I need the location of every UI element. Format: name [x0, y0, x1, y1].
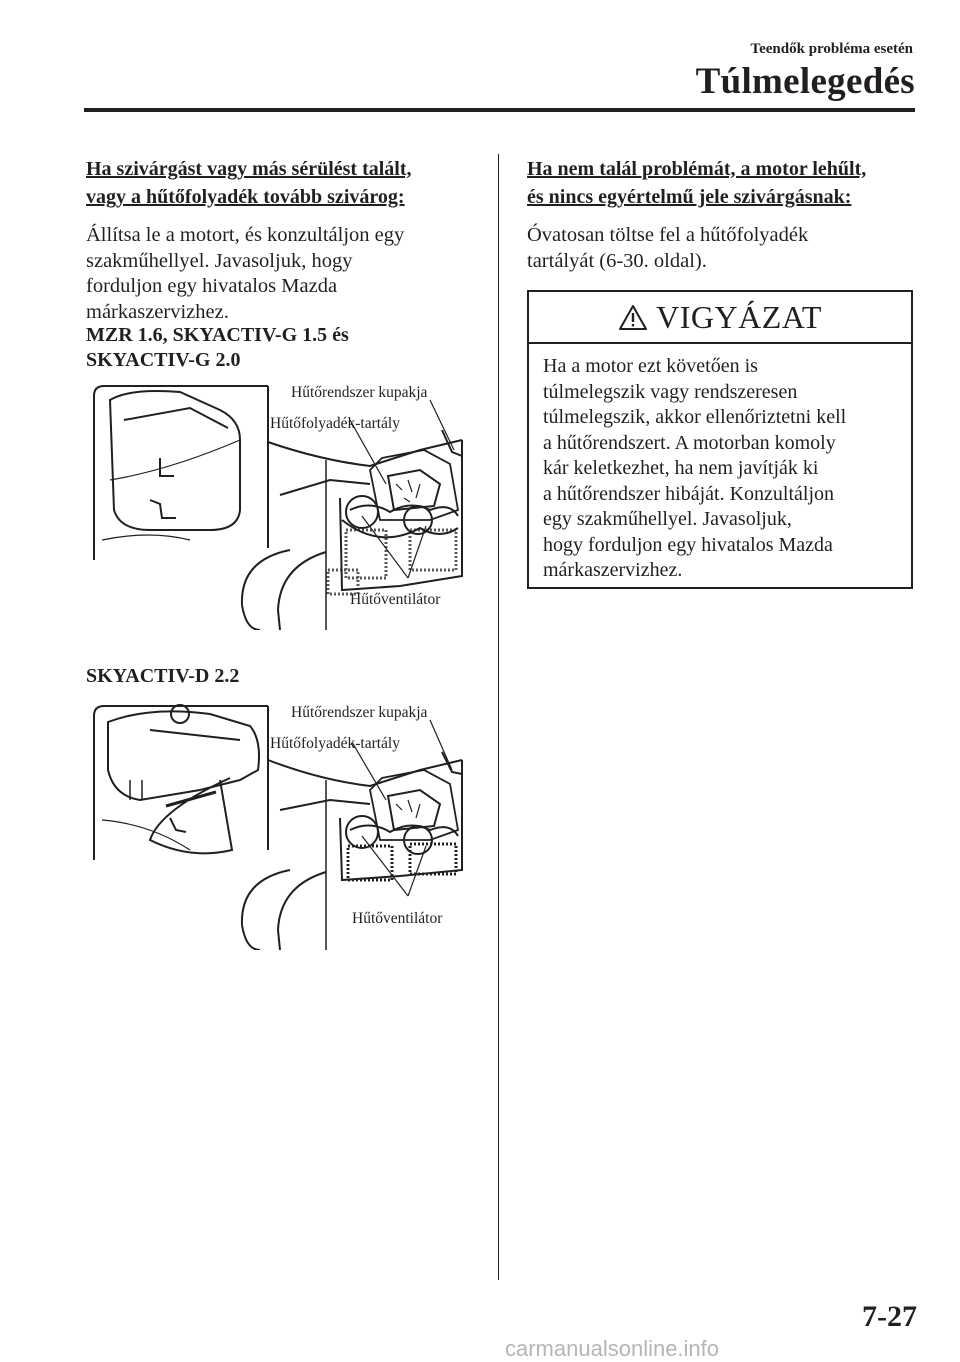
header-rule	[84, 108, 915, 112]
page-number: 7-27	[862, 1300, 917, 1333]
warning-box	[527, 290, 913, 589]
right-heading	[527, 155, 866, 211]
page-title: Túlmelegedés	[695, 61, 915, 102]
right-heading-line: és nincs egyértelmű jele szivárgásnak:	[527, 186, 852, 208]
callout-coolant-reservoir-1: Hűtőfolyadék-tartály	[270, 415, 400, 432]
callout-cooling-fan-1: Hűtőventilátor	[350, 591, 441, 608]
section-label: Teendők probléma esetén	[750, 41, 913, 57]
warning-line: egy szakműhellyel. Javasoljuk,	[543, 508, 792, 530]
right-heading-line: Ha nem talál problémát, a motor lehűlt,	[527, 158, 867, 180]
left-heading	[86, 155, 412, 211]
body-line: márkaszervizhez.	[86, 300, 229, 323]
callout-cooling-system-cap-2: Hűtőrendszer kupakja	[291, 704, 428, 721]
warning-line: márkaszervizhez.	[543, 559, 683, 581]
warning-line: Ha a motor ezt követően is	[543, 355, 758, 377]
body-line: tartályát (6-30. oldal).	[527, 249, 707, 272]
warning-line: hogy forduljon egy hivatalos Mazda	[543, 533, 833, 556]
engine-heading-line: MZR 1.6, SKYACTIV-G 1.5 és	[86, 324, 349, 346]
engine-heading-2: SKYACTIV-D 2.2	[86, 665, 240, 687]
warning-line: túlmelegszik, akkor ellenőriztetni kell	[543, 406, 847, 428]
body-line: Állítsa le a motort, és konzultáljon egy	[86, 224, 405, 246]
warning-line: kár keletkezhet, ha nem javítják ki	[543, 457, 819, 479]
warning-header	[529, 292, 911, 344]
warning-title: VIGYÁZAT	[656, 298, 822, 335]
body-line: Óvatosan töltse fel a hűtőfolyadék	[527, 224, 809, 246]
left-heading-line: vagy a hűtőfolyadék tovább szivárog:	[86, 186, 405, 208]
column-divider	[498, 154, 499, 1280]
body-line: forduljon egy hivatalos Mazda	[86, 275, 338, 297]
left-body	[86, 223, 404, 325]
warning-line: a hűtőrendszert. A motorban komoly	[543, 431, 836, 454]
callout-cooling-fan-2: Hűtőventilátor	[352, 910, 443, 927]
warning-line: a hűtőrendszer hibáját. Konzultáljon	[543, 482, 835, 505]
callout-coolant-reservoir-2: Hűtőfolyadék-tartály	[270, 735, 400, 752]
left-heading-line: Ha szivárgást vagy más sérülést talált,	[86, 158, 412, 180]
warning-body	[543, 354, 901, 584]
right-body	[527, 223, 808, 274]
callout-cooling-system-cap-1: Hűtőrendszer kupakja	[291, 384, 428, 401]
engine-heading-1	[86, 323, 349, 373]
engine-heading-line: SKYACTIV-G 2.0	[86, 349, 241, 371]
warning-triangle-icon	[618, 303, 648, 331]
warning-line: túlmelegszik vagy rendszeresen	[543, 380, 798, 403]
body-line: szakműhellyel. Javasoljuk, hogy	[86, 249, 353, 272]
watermark: carmanualsonline.info	[505, 1336, 720, 1361]
